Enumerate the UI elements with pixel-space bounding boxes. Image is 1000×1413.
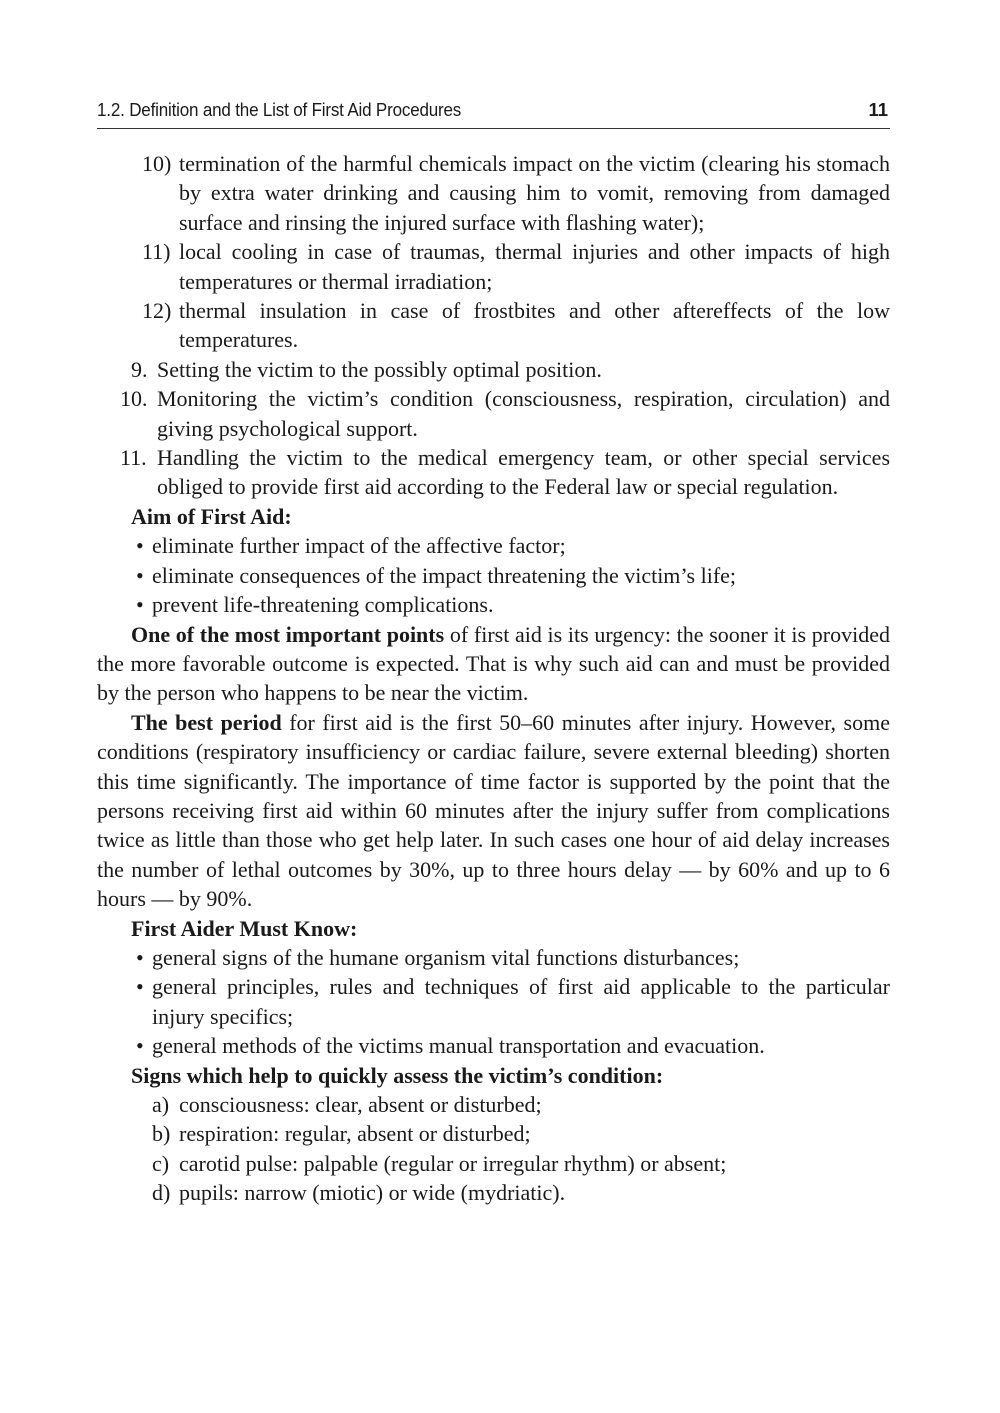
bullet-icon: • — [136, 1033, 144, 1059]
know-bullet: • general principles, rules and techniques of first aid applicable to the particular injury specifics; — [136, 974, 890, 1029]
list-item: 9. Setting the victim to the possibly optimal position. — [131, 356, 602, 382]
bullet-icon: • — [136, 974, 144, 1000]
know-bullet: • general signs of the humane organism vital functions disturbances; — [97, 943, 890, 972]
aim-bullet: • prevent life-threatening complications. — [97, 590, 890, 619]
section-title: 1.2. Definition and the List of First Aid Procedures — [97, 99, 462, 120]
sign-item: b) respiration: regular, absent or disturbed; — [152, 1121, 531, 1147]
signs-heading: Signs which help to quickly assess the victim’s condition: — [131, 1062, 664, 1088]
sub-list-item: 12) thermal insulation in case of frostbites and other aftereffects of the low temperatures. — [142, 298, 890, 353]
aim-bullet: • eliminate consequences of the impact threatening the victim’s life; — [97, 561, 890, 590]
know-heading: First Aider Must Know: — [131, 915, 358, 941]
page-body — [97, 149, 890, 1208]
sub-list-item: 11) local cooling in case of traumas, thermal injuries and other impacts of high temperatures or thermal irradiation; — [142, 239, 890, 294]
sign-item: a) consciousness: clear, absent or disturbed; — [152, 1092, 542, 1117]
bullet-icon: • — [136, 592, 144, 618]
bullet-icon: • — [136, 533, 144, 559]
running-header — [97, 96, 890, 129]
know-bullet: • general methods of the victims manual transportation and evacuation. — [97, 1031, 890, 1060]
best-period-paragraph: The best period for first aid is the first 50–60 minutes after injury. However, some conditions (respiratory insufficiency or cardiac failure, severe external bleeding) shorten this time significantly. The importance of time factor is supported by the point that the persons receiving first aid within 60 minutes after the injury suffer from complications twice as little than those who get help later. In such cases one hour of aid delay increases the number of lethal outcomes by 30%, up to three hours delay — by 60% and up to 6 hours — by 90%. — [97, 709, 890, 912]
aim-heading: Aim of First Aid: — [131, 503, 292, 529]
sign-item: d) pupils: narrow (miotic) or wide (mydriatic). — [152, 1180, 566, 1206]
bullet-icon: • — [136, 944, 144, 970]
sign-item: c) carotid pulse: palpable (regular or irregular rhythm) or absent; — [152, 1150, 727, 1176]
page-number: 11 — [868, 99, 888, 120]
sub-list-item: 10) termination of the harmful chemicals impact on the victim (clearing his stomach by extra water drinking and causing him to vomit, removing from damaged surface and rinsing the injured surface with flashing water); — [142, 151, 890, 235]
list-item: 11. Handling the victim to the medical emergency team, or other special services obliged to provide first aid according to the Federal law or special regulation. — [120, 445, 890, 500]
bullet-icon: • — [136, 562, 144, 588]
aim-bullet: • eliminate further impact of the affective factor; — [97, 531, 890, 560]
urgency-paragraph: One of the most important points of first aid is its urgency: the sooner it is provided the more favorable outcome is expected. That is why such aid can and must be provided by the person who happens to be near the victim. — [97, 621, 890, 706]
list-item: 10. Monitoring the victim’s condition (consciousness, respiration, circulation) and giving psychological support. — [120, 386, 890, 441]
